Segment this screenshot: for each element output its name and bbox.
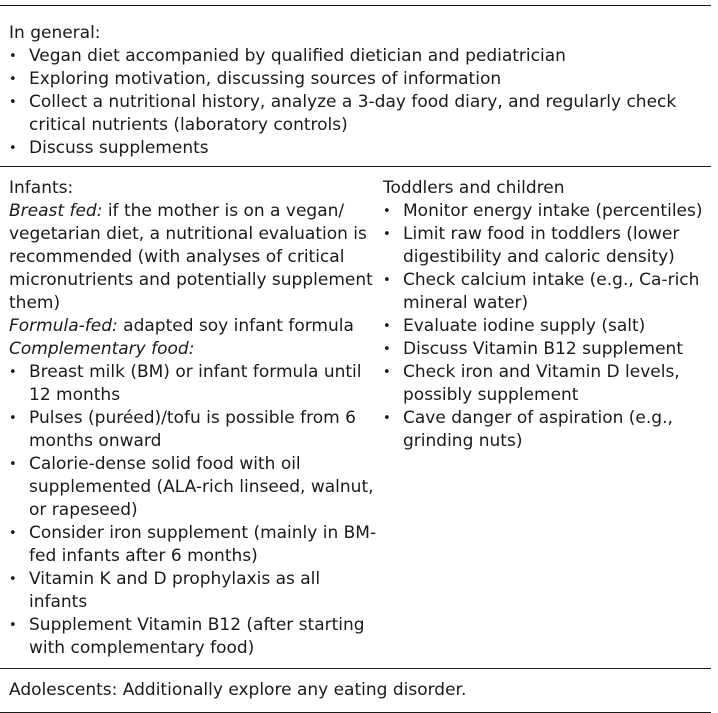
list-item: • Discuss Vitamin B12 supplement xyxy=(383,338,703,361)
list-item: • Breast milk (BM) or infant formula until 12 months xyxy=(9,361,383,407)
toddlers-list xyxy=(383,200,703,453)
list-item: • Check iron and Vitamin D levels, possibly supplement xyxy=(383,361,703,407)
formula-fed-text: adapted soy infant formula xyxy=(117,316,354,336)
infants-list xyxy=(9,361,383,660)
list-item: • Discuss supplements xyxy=(9,137,703,160)
infants-column xyxy=(9,177,383,660)
breast-fed-text: if the mother is on a vegan/ vegetarian diet, a nutritional evaluation is recommended (with analyses of critical micronutrients and potentially supplement them) xyxy=(9,201,373,313)
general-section xyxy=(0,6,711,167)
list-item: • Exploring motivation, discussing sources of information xyxy=(9,68,703,91)
list-item: • Calorie-dense solid food with oil supplemented (ALA-rich linseed, walnut, or rapeseed) xyxy=(9,453,383,522)
list-item: • Consider iron supplement (mainly in BM-fed infants after 6 months) xyxy=(9,522,383,568)
list-item: • Cave danger of aspiration (e.g., grinding nuts) xyxy=(383,407,703,453)
list-item: • Check calcium intake (e.g., Ca-rich mineral water) xyxy=(383,269,703,315)
list-item: • Limit raw food in toddlers (lower digestibility and caloric density) xyxy=(383,223,703,269)
toddlers-column xyxy=(383,177,703,660)
complementary-food-label: Complementary food: xyxy=(9,339,195,359)
age-groups-section xyxy=(0,167,711,669)
list-item: • Supplement Vitamin B12 (after starting with complementary food) xyxy=(9,614,383,660)
breast-fed-label: Breast fed: xyxy=(9,201,103,221)
formula-fed-label: Formula-fed: xyxy=(9,316,118,336)
general-list xyxy=(9,45,703,160)
general-heading: In general: xyxy=(9,23,101,43)
recommendations-table xyxy=(0,5,711,713)
infants-heading: Infants: xyxy=(9,178,74,198)
list-item: • Vegan diet accompanied by qualified dietician and pediatrician xyxy=(9,45,703,68)
toddlers-heading: Toddlers and children xyxy=(383,178,565,198)
adolescents-text: Adolescents: Additionally explore any eating disorder. xyxy=(9,680,467,700)
list-item: • Collect a nutritional history, analyze a 3-day food diary, and regularly check critical nutrients (laboratory controls) xyxy=(9,91,703,137)
list-item: • Pulses (puréed)/tofu is possible from 6 months onward xyxy=(9,407,383,453)
formula-fed-paragraph xyxy=(9,315,383,338)
breast-fed-paragraph xyxy=(9,200,383,315)
list-item: • Vitamin K and D prophylaxis as all infants xyxy=(9,568,383,614)
list-item: • Monitor energy intake (percentiles) xyxy=(383,200,703,223)
adolescents-section xyxy=(0,669,711,712)
list-item: • Evaluate iodine supply (salt) xyxy=(383,315,703,338)
